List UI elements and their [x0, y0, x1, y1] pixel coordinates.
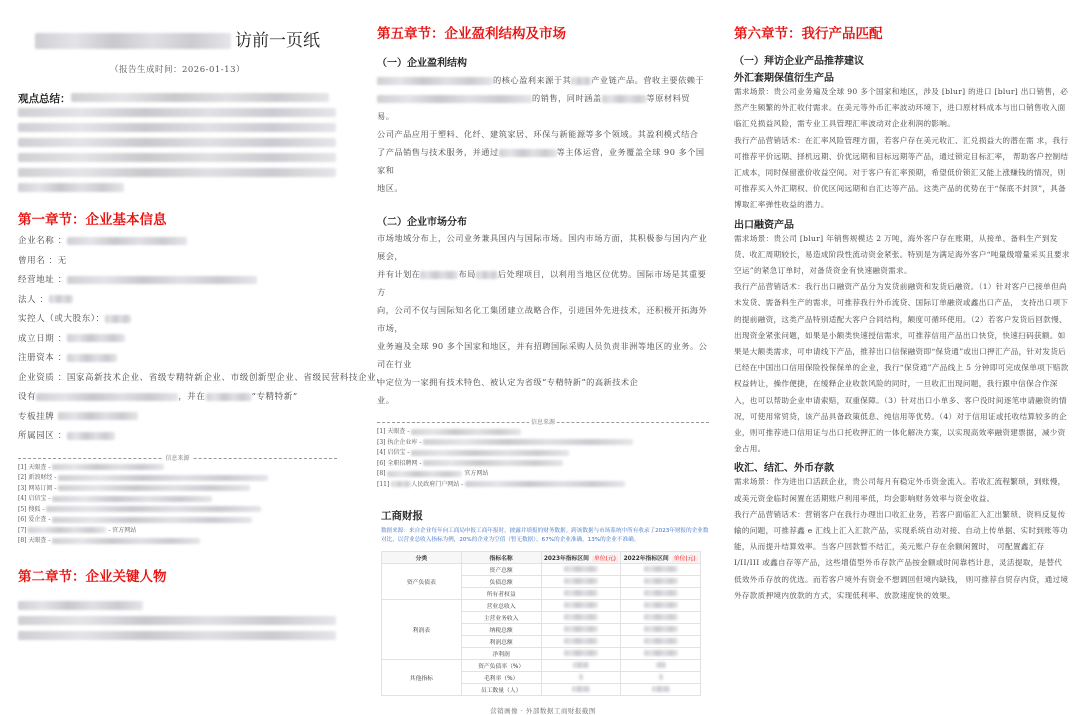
- source-item[interactable]: [18, 463, 337, 474]
- redacted-text: [391, 481, 411, 487]
- category-cell: 利润表: [382, 600, 462, 660]
- sources-header-text: 信息来源: [530, 419, 555, 426]
- value-cell: [621, 684, 701, 696]
- field-capital: [18, 349, 337, 369]
- redacted-value: [579, 674, 583, 680]
- field-label: 注册资本 ：: [18, 353, 67, 363]
- paragraph-line: 市场地域分布上，公司业务兼具国内与国际市场。国内市场方面，其积极参与国内产业展会，: [377, 233, 708, 261]
- paragraph-line: [377, 89, 709, 125]
- value-cell: [541, 576, 621, 588]
- redacted-text: [18, 123, 336, 132]
- redacted-value: [644, 626, 678, 632]
- basic-info-fields: [18, 232, 386, 447]
- source-item[interactable]: [18, 515, 337, 526]
- redacted-text: [377, 95, 532, 103]
- unit-tag: 单位(元): [673, 556, 696, 562]
- value-cell: [541, 648, 621, 660]
- sources-list-2: [377, 417, 709, 490]
- redacted-text: [28, 527, 106, 533]
- metric-cell: 资产总额: [461, 564, 541, 576]
- profit-structure-text: [377, 71, 709, 197]
- source-name: 新浪财经 -: [28, 474, 57, 481]
- chapter1-title: 第一章节：企业基本信息: [18, 212, 167, 228]
- section-market-title: （二）企业市场分布: [377, 217, 467, 228]
- redacted-text: [67, 354, 117, 362]
- source-index: [2]: [18, 474, 27, 481]
- sources-header: [18, 453, 337, 463]
- value-cell: [541, 660, 621, 672]
- redacted-text: [387, 471, 462, 477]
- redacted-text: [411, 429, 521, 435]
- category-cell: 资产负债表: [382, 564, 462, 600]
- chapter6-title: 第六章节：我行产品匹配: [734, 26, 883, 42]
- metric-cell: 利润总额: [461, 636, 541, 648]
- source-index: [11]: [377, 480, 390, 488]
- financials-table: [381, 551, 701, 696]
- field-label: 设有: [18, 392, 37, 402]
- source-name: 官方网站: [464, 470, 489, 477]
- redacted-value: [644, 614, 678, 620]
- redacted-value: [652, 686, 670, 692]
- report-page-3: [728, 0, 1080, 617]
- key-people-block: [18, 597, 337, 642]
- redacted-text: [499, 149, 557, 157]
- redacted-value: [564, 590, 598, 596]
- field-label: 企业名称 ：: [18, 236, 67, 246]
- source-name: 人民政府门户网站 -: [411, 480, 464, 488]
- product-recommendation-title: （一）拜访企业产品推荐建议: [734, 56, 864, 67]
- paragraph-line: 向，公司不仅与国际知名化工集团建立战略合作，引进国外先进技术，还积极开拓海外市场，: [377, 305, 708, 333]
- column-header-text: 2022年指标区间: [623, 556, 669, 562]
- source-name: 搜狐 -: [28, 505, 45, 513]
- summary-block: [18, 89, 337, 194]
- metric-cell: 毛利率（%）: [461, 672, 541, 684]
- redacted-text: [49, 295, 73, 303]
- metric-cell: 主营业务收入: [461, 612, 541, 624]
- product-paragraph: 需求场景：贵公司 [blur] 年销售规模达 2 万吨，海外客户存在账期，从接单、备料生产到发货、收汇周期较长，易造成阶段性流动资金紧张。特别是为满足海外客户“吨量级增量采买且要求空运”的紧急订单时，对备货资金有快速融资需求。: [734, 233, 1070, 276]
- product-paragraph: 我行产品营销话术：在汇率风险管理方面，若客户存在美元收汇、汇兑损益大的潜在需 求，我行可推荐平价远期、择机远期、价优远期和目标远期等产品，通过锁定目标汇率， 帮助客户控制结汇成本，同时保留涨价收益空间。对于客户有汇率预期，希望低价锁汇又能上涨赚钱的情况，则可推荐买入外汇期权、价优区间远期和自汇达等产品。这类产品的优势在于“保底不封顶”，具备博取汇率弹性收益的潜力。: [734, 135, 1069, 210]
- source-name: 天眼查 -: [28, 537, 51, 544]
- text: 等原材料贸 易。: [377, 93, 690, 121]
- source-index: [5]: [18, 505, 27, 513]
- field-label: 所属园区 ：: [18, 431, 67, 441]
- report-page-1: [0, 0, 386, 617]
- metric-cell: 净利润: [461, 648, 541, 660]
- source-index: [4]: [377, 449, 386, 456]
- product-title-fx-settlement: 收汇、结汇、外币存款: [734, 463, 834, 475]
- redacted-value: [644, 638, 678, 644]
- source-name: 执企企业库 -: [387, 438, 422, 446]
- product-title-export-financing: 出口融资产品: [734, 219, 794, 231]
- text: 了产品销售与技术服务，并通过: [377, 147, 499, 157]
- metric-cell: 营业总收入: [461, 600, 541, 612]
- column-header: 分类: [382, 552, 462, 564]
- redacted-value: [659, 674, 663, 680]
- value-cell: [621, 672, 701, 684]
- field-founded: [18, 330, 337, 350]
- market-distribution-text: [377, 229, 709, 409]
- table-row: [382, 660, 701, 672]
- redacted-text: [602, 95, 647, 103]
- sources-list-1: [18, 453, 337, 547]
- redacted-value: [644, 566, 678, 572]
- text: 布局: [458, 269, 476, 279]
- value-cell: [621, 564, 701, 576]
- redacted-text: [18, 153, 336, 162]
- source-name: - 官方网站: [108, 526, 137, 534]
- column-header: [621, 552, 701, 564]
- source-item[interactable]: [18, 536, 337, 547]
- source-name: 天眼查 -: [387, 428, 410, 435]
- redacted-value: [572, 686, 590, 692]
- field-former-name: [18, 252, 337, 272]
- source-index: [7]: [18, 526, 27, 534]
- source-item[interactable]: [377, 427, 709, 438]
- value-cell: [621, 624, 701, 636]
- field-address: [18, 271, 337, 291]
- metric-cell: 资产负债率（%）: [461, 660, 541, 672]
- redacted-text: [71, 93, 329, 102]
- value-cell: [541, 600, 621, 612]
- field-label: 成立日期 ：: [18, 333, 67, 344]
- financials-data-note: 数据来源：来自企业每年向工商局申报工商年报时，披露并填报的财务数据。跨该数据与市场系统中所有收录了2023年财报的企业数对比，以营业总收入指标为例，20%的企业为空值（暂无数据），67%的企业准确，13%的企业不准确。: [381, 528, 709, 543]
- redacted-text: [18, 183, 124, 192]
- paragraph-line: 公司产品应用于塑料、化纤、建筑家居、环保与新能源等多个领域。其盈利模式结合: [377, 129, 699, 139]
- source-item[interactable]: [18, 526, 337, 537]
- paragraph-line: 业。: [377, 395, 395, 405]
- redacted-text: [18, 631, 336, 640]
- redacted-value: [644, 602, 678, 608]
- redacted-text: [423, 439, 633, 445]
- redacted-text: [18, 108, 336, 117]
- paragraph-line: 中定位为一家拥有技术特色、被认定为省级“专精特新”的高新技术企: [377, 377, 639, 387]
- redacted-text: [52, 464, 164, 470]
- value-cell: [541, 636, 621, 648]
- redacted-text: [67, 334, 125, 342]
- source-item[interactable]: [377, 480, 709, 491]
- product-title-fx-hedging: 外汇套期保值衍生产品: [734, 73, 834, 84]
- value-cell: [621, 588, 701, 600]
- redacted-text: [420, 271, 458, 279]
- source-index: [1]: [18, 463, 27, 471]
- text: 等主体运营，业务覆盖全球 90 多个国家和: [377, 147, 705, 175]
- source-item[interactable]: [18, 494, 337, 505]
- field-label: 法人 ：: [18, 294, 49, 305]
- source-name: 启信宝 -: [387, 449, 410, 456]
- field-label: 曾用名 ：: [18, 255, 58, 266]
- redacted-value: [564, 614, 598, 620]
- field-qualification: [18, 369, 386, 389]
- value-cell: [621, 576, 701, 588]
- text: 并有计划在: [377, 269, 421, 279]
- redacted-company-name: [35, 33, 231, 49]
- redacted-text: [58, 475, 268, 481]
- redacted-value: [656, 662, 666, 668]
- source-index: [4]: [18, 495, 27, 502]
- redacted-value: [564, 638, 598, 644]
- field-label: 企业资质 ：: [18, 372, 67, 383]
- source-name: 网易订阅 -: [28, 484, 57, 492]
- chapter5-title: 第五章节：企业盈利结构及市场: [377, 26, 566, 42]
- paragraph-line: [377, 71, 709, 89]
- source-index: [8]: [18, 537, 27, 544]
- metric-cell: 所有者权益: [461, 588, 541, 600]
- source-item[interactable]: [18, 484, 337, 495]
- value-cell: [541, 672, 621, 684]
- product-paragraph: 需求场景：作为进出口活跃企业，贵公司每月有稳定外币资金流入。若收汇流程繁琐，到账慢，或美元资金临时闲置在活期账户利用率低，均会影响财务效率与资金收益。: [734, 477, 1066, 503]
- unit-tag: 单位(元): [593, 556, 616, 562]
- metric-cell: 负债总额: [461, 576, 541, 588]
- source-index: [3]: [377, 438, 386, 446]
- redacted-text: [18, 601, 143, 610]
- field-legal-person: [18, 291, 337, 311]
- category-cell: 其他指标: [382, 660, 462, 696]
- redacted-text: [105, 315, 131, 323]
- paragraph-line: [377, 265, 709, 301]
- financials-title: 工商财报: [381, 510, 423, 522]
- financials-section: [377, 508, 709, 545]
- field-value: 国家高新技术企业、省级专精特新企业、市级创新型企业、省级民营科技企业，: [66, 372, 386, 383]
- source-item[interactable]: [377, 469, 709, 480]
- value-cell: [541, 564, 621, 576]
- redacted-value: [644, 578, 678, 584]
- summary-label: 观点总结：: [18, 93, 71, 105]
- document-title-text: 访前一页纸: [235, 31, 320, 51]
- column-header: [541, 552, 621, 564]
- redacted-value: [564, 626, 598, 632]
- redacted-text: [18, 138, 336, 147]
- value-cell: [621, 636, 701, 648]
- source-index: [3]: [18, 484, 27, 492]
- product-paragraph: 我行产品营销话术：我行出口融资产品分为发货前融资和发货后融资。（1）针对客户已接单但尚未发货、需备料生产的需求，可推荐我行外币流贷、国际订单融资或鑫出口产品， 支持出口项下的提前融资，这类产品特别适配大客户合同结构，额度可循环使用。（2）若客户发货后回款慢、出现资金紧张问题，如果是小额类快速授信需求，可推荐信用产品出口快贷，快速扫码获额。如果是大额类需求，可申请线下产品，推荐出口信保融资即“保贷通”或出口押汇产品，针对发货后已经在中国出口信用保险投保保单的企业，我行“保贷通”产品线上 5 分钟即可完成保单项下赔款权益转让，操作便捷，在缓释企业收款风险的同时，一旦收汇出现问题，我行跟中信保合作深入，也可以帮助企业申请索赔，双重保障。（3）针对出口小单多、客户没时间逐笔申请融资的情况，可使用常贸贷，该产品具备政策低息、纯信用等优势。（4）对于信用证或托收结算较多的企业，则可推荐进口信用证与出口托收押汇的一体化解决方案，以实现高效率融资建票据，减少资金占用。: [734, 282, 1069, 454]
- redacted-value: [644, 590, 678, 596]
- product-paragraph: 我行产品营销话术：营销客户在我行办理出口收汇业务，若客户面临汇入汇出繁琐、资料反复传输的问题，可推荐鑫 e 汇线上汇入汇款产品，实现系统自动对接、自动上传单据、实时到账等功能，从而提升结算效率。当客户回款暂不结汇，美元账户存在余额闲置时， 可配置鑫汇存 I/II/III 或鑫自存等产品，这些增值型外币存款产品按金额或时间靠档计息，灵活提取，是替代低效外币存放的优选。而若客户境外有资金不想调回但境内缺钱， 则可推荐自贸存内贷，通过境外存款质押境内放款的方式，实现低利率、放款速度快的效果。: [734, 509, 1069, 600]
- table-header-row: [382, 552, 701, 564]
- source-name: 启信宝 -: [28, 495, 51, 502]
- field-value: ，并在: [178, 392, 206, 402]
- redacted-value: [644, 650, 678, 656]
- source-item[interactable]: [377, 438, 709, 449]
- field-company-name: [18, 232, 337, 252]
- redacted-value: [573, 662, 589, 668]
- field-value: 无: [57, 255, 67, 266]
- text: 产业链产品。营收主要依赖于: [591, 75, 705, 85]
- field-qualification-cont: [18, 388, 337, 408]
- text: 的核心盈利来源于其: [493, 75, 572, 85]
- value-cell: [621, 660, 701, 672]
- source-index: [6]: [377, 459, 386, 467]
- sources-header-text: 信息来源: [165, 454, 190, 462]
- redacted-text: [423, 460, 563, 466]
- paragraph-line: 业务遍及全球 90 多个国家和地区，并有招聘国际采购人员负责非洲等地区的业务。公司在行业: [377, 341, 708, 369]
- redacted-text: [206, 393, 252, 401]
- redacted-text: [476, 271, 498, 279]
- source-name: 全职招聘网 -: [387, 459, 422, 467]
- field-controller: [18, 310, 337, 330]
- value-cell: [621, 600, 701, 612]
- field-board-listing: [18, 408, 337, 428]
- value-cell: [541, 624, 621, 636]
- redacted-text: [67, 432, 115, 440]
- sources-header: [377, 417, 709, 427]
- redacted-text: [67, 276, 257, 284]
- redacted-text: [52, 517, 252, 523]
- table-row: [382, 600, 701, 612]
- document-title: [18, 26, 337, 51]
- section-profit-structure-title: （一）企业盈利结构: [377, 58, 467, 69]
- redacted-text: [58, 485, 250, 491]
- metric-cell: 员工数量（人）: [461, 684, 541, 696]
- redacted-text: [18, 168, 336, 177]
- redacted-text: [58, 412, 138, 420]
- source-item[interactable]: [377, 448, 709, 459]
- redacted-text: [52, 538, 200, 544]
- metric-cell: 纳税总额: [461, 624, 541, 636]
- redacted-text: [571, 77, 591, 85]
- redacted-text: [465, 481, 625, 487]
- report-page-2: [363, 0, 723, 715]
- redacted-text: [377, 77, 493, 85]
- field-suffix: “专精特新”: [251, 392, 298, 402]
- source-name: 天眼查 -: [28, 463, 51, 471]
- redacted-text: [67, 237, 187, 245]
- text: 的销售，同时涵盖: [532, 93, 602, 103]
- field-label: 经营地址 ：: [18, 275, 67, 285]
- value-cell: [621, 612, 701, 624]
- table-caption: 营销画像 · 外部数据工商财报截图: [490, 707, 596, 715]
- value-cell: [541, 588, 621, 600]
- redacted-text: [411, 450, 569, 456]
- source-item[interactable]: [18, 505, 337, 516]
- source-index: [6]: [18, 516, 27, 523]
- text: 后处理项目，以利用当地区位优势。国际市场是其重要方: [377, 269, 707, 297]
- table-row: [382, 564, 701, 576]
- field-label: 专板挂牌: [18, 411, 55, 422]
- source-index: [1]: [377, 428, 386, 435]
- field-park: [18, 427, 337, 447]
- redacted-text: [46, 506, 261, 512]
- source-index: [8]: [377, 470, 386, 477]
- value-cell: [541, 612, 621, 624]
- redacted-value: [564, 578, 598, 584]
- generated-time: （报告生成时间：2026-01-13）: [109, 65, 245, 75]
- source-item[interactable]: [377, 459, 709, 470]
- source-name: 爱企查 -: [28, 516, 51, 523]
- source-item[interactable]: [18, 473, 337, 484]
- chapter2-title: 第二章节：企业关键人物: [18, 568, 167, 585]
- value-cell: [541, 684, 621, 696]
- redacted-value: [564, 650, 598, 656]
- product-paragraph: 需求场景：贵公司业务遍及全球 90 多个国家和地区，涉及 [blur] 的进口 [blur] 出口销售，必然产生频繁的外汇收付需求。在美元等外币汇率波动环境下，进口原材料成本与出口销售收入面临汇兑损益风险，需专业工具管理汇率波动对企业利润的影响。: [734, 87, 1069, 129]
- redacted-value: [564, 602, 598, 608]
- column-header-text: 2023年指标区间: [543, 556, 589, 562]
- field-label: 实控人（或大股东）：: [18, 314, 105, 324]
- column-header: 指标名称: [461, 552, 541, 564]
- paragraph-line: [377, 143, 709, 179]
- redacted-text: [52, 496, 212, 502]
- redacted-text: [36, 393, 178, 401]
- redacted-value: [564, 566, 598, 572]
- value-cell: [621, 648, 701, 660]
- paragraph-line: 地区。: [377, 183, 404, 193]
